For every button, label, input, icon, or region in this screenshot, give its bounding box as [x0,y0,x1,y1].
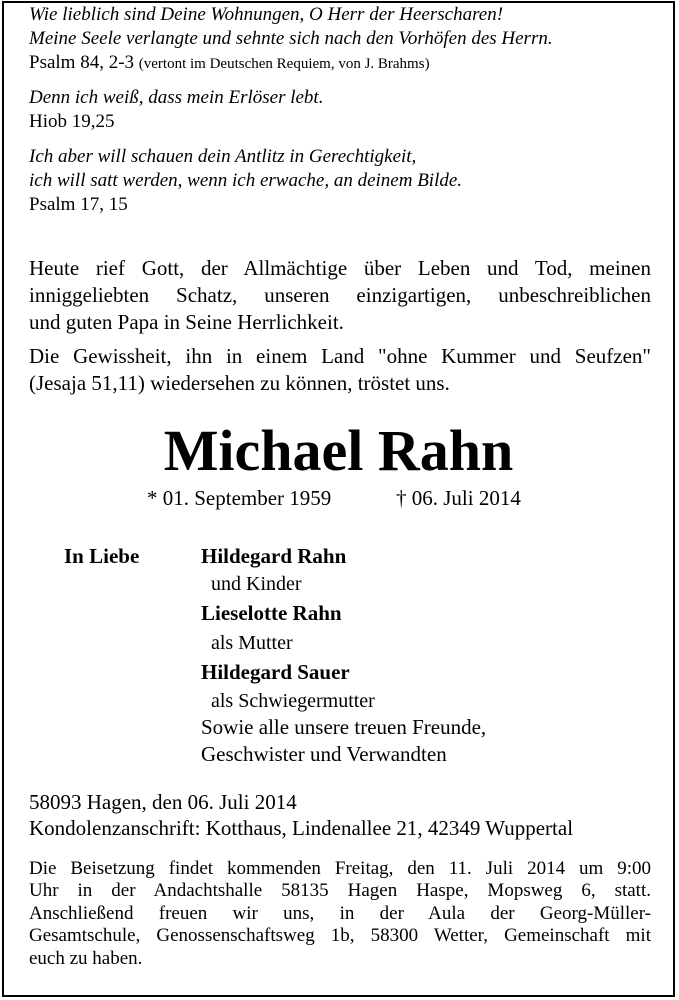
mourner-1-name: Hildegard Rahn [201,544,347,568]
verse-1-line-1: Wie lieblich sind Deine Wohnungen, O Herr der Heerscharen! [29,4,504,25]
death-date: † 06. Juli 2014 [396,486,521,510]
funeral-line-2: Uhr in der Andachtshalle 58135 Hagen Haspe, Mopsweg 6, statt. [29,880,651,902]
funeral-line-3: Anschließend freuen wir uns, in der Aula der Georg-Müller- [29,902,651,924]
others-line-1: Sowie alle unsere treuen Freunde, [201,715,487,739]
announcement-paragraph-2 [29,343,651,397]
verse-1-reference-text: Psalm 84, 2-3 [29,52,135,73]
funeral-notice [29,858,651,970]
verse-1-reference [29,51,430,76]
announcement-p2-line-2: (Jesaja 51,11) wiedersehen zu können, tröstet uns. [29,371,450,395]
verse-1-reference-note: (vertont im Deutschen Requiem, von J. Brahms) [138,56,430,72]
verse-2-line-1: Denn ich weiß, dass mein Erlöser lebt. [29,87,324,108]
others-line-2: Geschwister und Verwandten [201,742,447,766]
announcement-p1-line-3: und guten Papa in Seine Herrlichkeit. [29,310,344,334]
mourner-1-relation: und Kinder [211,573,302,595]
mourner-3-name: Hildegard Sauer [201,660,350,684]
verse-1-line-2: Meine Seele verlangte und sehnte sich nach den Vorhöfen des Herrn. [29,28,553,49]
obituary-notice [2,1,675,997]
mourner-2-name: Lieselotte Rahn [201,601,342,625]
funeral-line-1: Die Beisetzung findet kommenden Freitag, den 11. Juli 2014 um 9:00 [29,858,651,879]
announcement-paragraph-1 [29,255,651,336]
announcement-p2-line-1: Die Gewissheit, ihn in einem Land "ohne Kummer und Seufzen" [29,344,651,368]
place-date: 58093 Hagen, den 06. Juli 2014 [29,790,297,814]
announcement-p1-line-1: Heute rief Gott, der Allmächtige über Leben und Tod, meinen [29,256,651,280]
mourner-3-relation: als Schwiegermutter [211,690,375,712]
verse-3-reference: Psalm 17, 15 [29,194,128,215]
verse-2-reference: Hiob 19,25 [29,111,115,132]
verse-3-line-2: ich will satt werden, wenn ich erwache, an deinem Bilde. [29,170,463,191]
funeral-line-4: Gesamtschule, Genossenschaftsweg 1b, 58300 Wetter, Gemeinschaft mit [29,925,651,947]
condolence-address: Kondolenzanschrift: Kotthaus, Lindenallee 21, 42349 Wuppertal [29,816,574,840]
announcement-p1-line-2: inniggeliebten Schatz, unseren einzigartigen, unbeschreiblichen [29,283,651,307]
mourners-intro: In Liebe [64,544,140,568]
deceased-name: Michael Rahn [163,418,514,483]
funeral-line-5: euch zu haben. [29,947,143,969]
verse-3-line-1: Ich aber will schauen dein Antlitz in Gerechtigkeit, [29,146,417,167]
mourner-2-relation: als Mutter [211,632,293,654]
birth-date: * 01. September 1959 [147,486,332,510]
